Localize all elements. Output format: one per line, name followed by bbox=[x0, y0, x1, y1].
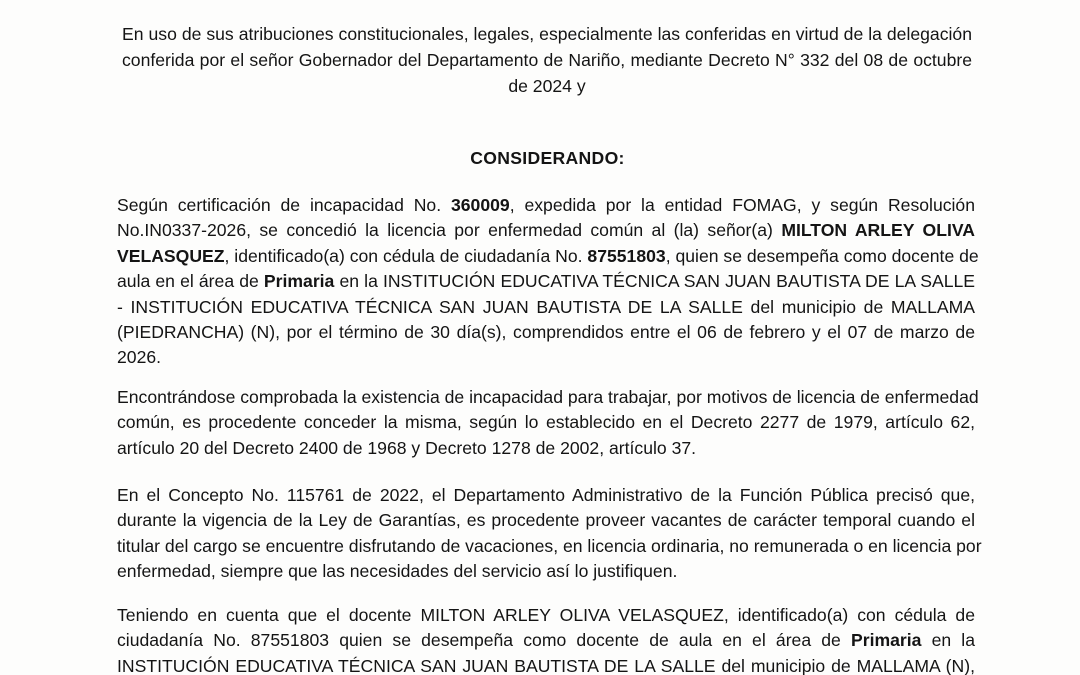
paragraph-line: Teniendo en cuenta que el docente MILTON ARLEY OLIVA VELASQUEZ, identificado(a) con cédula de bbox=[117, 605, 975, 625]
paragraph-line bbox=[117, 218, 975, 243]
paragraph-teacher bbox=[117, 603, 975, 675]
paragraph-concept bbox=[117, 483, 982, 585]
intro-line: En uso de sus atribuciones constitucionales, legales, especialmente las conferidas en virtud de la delegación bbox=[122, 24, 972, 44]
paragraph-certification bbox=[117, 193, 979, 371]
text-run: , expedida por la entidad FOMAG, y según Resolución bbox=[509, 195, 975, 215]
text-run: No.IN0337-2026, se concedió la licencia por enfermedad común al (la) señor(a) bbox=[117, 220, 782, 241]
area-name: Primaria bbox=[263, 271, 335, 292]
paragraph-line: Encontrándose comprobada la existencia de incapacidad para trabajar, por motivos de licencia de enfermedad bbox=[117, 387, 979, 407]
text-run: Según certificación de incapacidad No. bbox=[117, 195, 451, 215]
id-number: 87551803 bbox=[587, 245, 666, 266]
paragraph-line bbox=[117, 193, 975, 218]
intro-paragraph bbox=[122, 21, 972, 99]
text-run: ciudadanía No. 87551803 quien se desempeña como docente de aula en el área de bbox=[117, 630, 851, 651]
paragraph-line: titular del cargo se encuentre disfrutando de vacaciones, en licencia ordinaria, no remunerada o en licencia por bbox=[117, 535, 982, 556]
paragraph-line: - INSTITUCIÓN EDUCATIVA TÉCNICA SAN JUAN BAUTISTA DE LA SALLE del municipio de MALLAMA bbox=[117, 296, 975, 317]
paragraph-line bbox=[117, 628, 975, 653]
intro-line: de 2024 y bbox=[508, 76, 586, 96]
section-heading: CONSIDERANDO: bbox=[470, 148, 625, 168]
paragraph-line: (PIEDRANCHA) (N), por el término de 30 día(s), comprendidos entre el 06 de febrero y el 07 de marzo de bbox=[117, 322, 975, 343]
paragraph-line: En el Concepto No. 115761 de 2022, el Departamento Administrativo de la Función Pública precisó que, bbox=[117, 485, 975, 505]
text-run: en la INSTITUCIÓN EDUCATIVA TÉCNICA SAN JUAN BAUTISTA DE LA SALLE bbox=[334, 271, 976, 292]
certificate-number: 360009 bbox=[450, 195, 510, 215]
intro-line: conferida por el señor Gobernador del Departamento de Nariño, mediante Decreto N° 332 del 08 de octubre bbox=[122, 50, 972, 70]
area-name: Primaria bbox=[851, 630, 922, 651]
paragraph-incapacity bbox=[117, 385, 979, 461]
text-run: , quien se desempeña como docente de bbox=[665, 245, 979, 266]
person-name: MILTON ARLEY OLIVA bbox=[781, 220, 975, 241]
paragraph-line bbox=[117, 269, 975, 294]
paragraph-line: común, es procedente conceder la misma, según lo establecido en el Decreto 2277 de 1979, artículo 62, bbox=[117, 412, 975, 433]
text-run: en la bbox=[921, 630, 975, 651]
paragraph-line: enfermedad, siempre que las necesidades del servicio así lo justifiquen. bbox=[117, 561, 678, 582]
text-run: aula en el área de bbox=[117, 271, 264, 292]
paragraph-line: INSTITUCIÓN EDUCATIVA TÉCNICA SAN JUAN BAUTISTA DE LA SALLE del municipio de MALLAMA (N), bbox=[117, 655, 975, 675]
paragraph-line: durante la vigencia de la Ley de Garantías, es procedente proveer vacantes de carácter temporal cuando el bbox=[117, 510, 975, 531]
text-run: , identificado(a) con cédula de ciudadanía No. bbox=[224, 245, 588, 266]
paragraph-line bbox=[117, 244, 979, 269]
paragraph-line: 2026. bbox=[117, 347, 162, 368]
person-surname: VELASQUEZ bbox=[117, 245, 225, 266]
paragraph-line: artículo 20 del Decreto 2400 de 1968 y Decreto 1278 de 2002, artículo 37. bbox=[117, 437, 697, 458]
